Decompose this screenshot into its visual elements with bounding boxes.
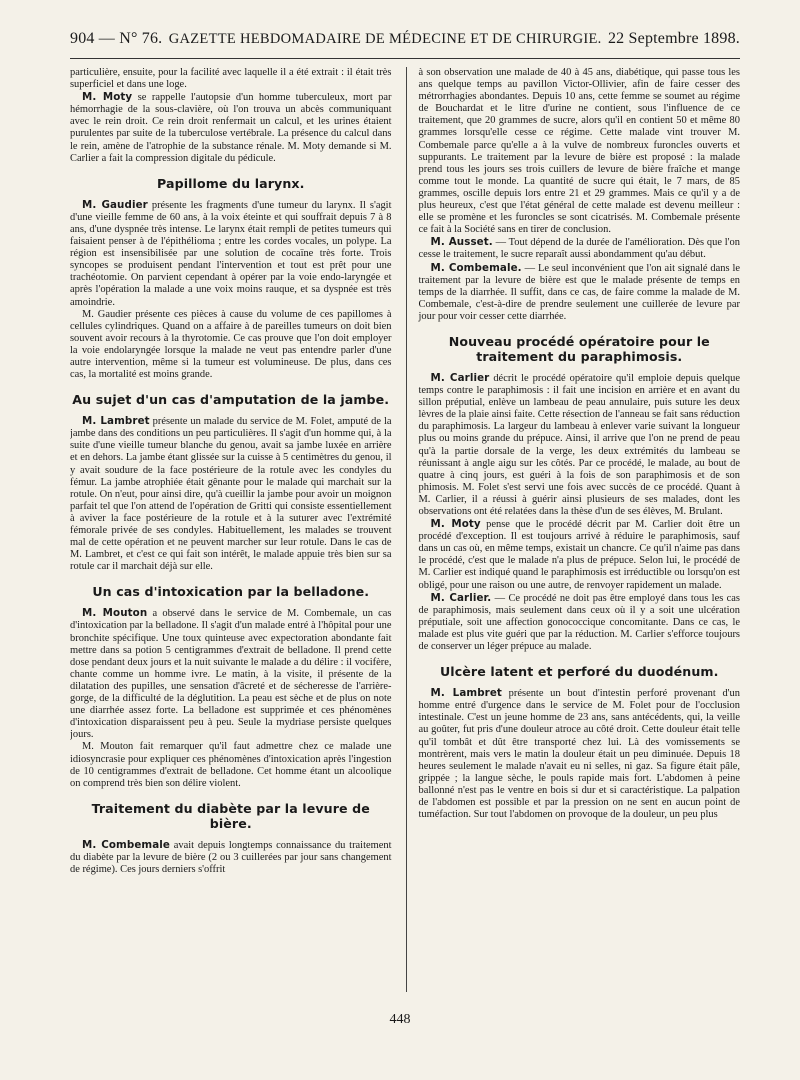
section-heading: Traitement du diabète par la levure de bière. bbox=[91, 800, 370, 831]
issue-date: 22 Septembre 1898. bbox=[607, 30, 740, 47]
paragraph: particulière, ensuite, pour la facilité avec laquelle il a été extrait : il était très superficiel et dans une loge. bbox=[70, 67, 392, 91]
paragraph bbox=[419, 592, 741, 653]
paragraph bbox=[419, 236, 741, 261]
paragraph-text: avait depuis longtemps connaissance du traitement du diabète par la levure de bière (2 ou 3 cuillerées par jour sans changement de régime). Ces jours derniers s'offrit bbox=[70, 839, 392, 875]
section-heading: Ulcère latent et perforé du duodénum. bbox=[439, 664, 719, 680]
speaker-name: M. Ausset. bbox=[430, 236, 493, 249]
paragraph bbox=[70, 91, 392, 165]
paragraph: à son observation une malade de 40 à 45 ans, diabétique, qui passe tous les ans quelque temps au pavillon Victor-Ollivier, afin de faire cesser des métrorrhagies abondantes. Depuis 10 ans, cette femme se soumet au régime de Bouchardat et le litre d'urine ne contient, sous l'influence de ce traitement, que 20 grammes de sucre, alors qu'il en contient 50 et même 80 grammes lorsqu'elle cesse ce régime. Cette malade vint trouver M. Combemale parce qu'elle a à la vulve de nombreux furoncles ouverts et suppurants. Le traitement par la levure de bière est proposé : la malade prend tous les jours ses trois cuillers de levure de bière fraîche et mange comme tout le monde. La quantité de sucre qui était, le 7 mars, de 85 grammes, oscille depuis lors entre 21 et 29 grammes. Mais ce qu'il y a de plus heureux, c'est que l'état général de cette malade est devenu meilleur : elle se promène et les furoncles se sont cicatrisés. M. Combemale présente ce fait à la Société sans en tirer de conclusion. bbox=[418, 67, 740, 236]
speaker-name: M. Carlier bbox=[430, 371, 490, 384]
paragraph-text: présente un malade du service de M. Folet, amputé de la jambe dans des conditions un peu particulières. Il s'agit d'un homme qui, à la suite d'une vieille tumeur blanche du genou, avait sa jambe luxée en arrière et en dehors. La jambe étant glissée sur la cuisse à 5 centimètres du genou, il y avait soudure de la face postérieure de la rotule avec les condyles du fémur. La jambe atrophiée était gênante pour le malade qui marchait sur la rotule. On n'eut, pour ainsi dire, qu'à cueillir la jambe pour avoir un moignon parfait tel que l'on attend de l'opération de Gritti qui consiste essentiellement à aviver la face postérieure de la rotule et à la suturer avec l'extrémité fémorale privée de ses condyles. Habituellement, les malades se trouvent mal de cette opération et ne peuvent marcher sur leur rotule. Dans le cas de M. Lambret, et c'est ce qui fait son intérêt, le malade appuie très bien sur sa rotule car il marchait déjà sur elle. bbox=[70, 416, 392, 573]
paragraph bbox=[70, 415, 392, 573]
speaker-name: M. Moty bbox=[430, 518, 481, 531]
left-column bbox=[70, 67, 392, 992]
paragraph bbox=[70, 199, 392, 309]
paragraph bbox=[70, 839, 392, 876]
paragraph-text: — Le seul inconvénient que l'on ait signalé dans le traitement par la levure de bière est que le malade présente de temps en temps de la diarrhée. Il suffit, dans ce cas, de faire comme la malade de M. Combemale, c'est-à-dire de prendre seulement une cuillerée de levure par jour pour voir cesser cette diarrhée. bbox=[418, 262, 740, 322]
page-number: 448 bbox=[389, 1012, 411, 1027]
paragraph-text: se rappelle l'autopsie d'un homme tuberculeux, mort par hémorrhagie de la sous-clavière, où l'on trouva un abcès communiquant avec le rein droit. Ce rein droit renfermait un calcul, et les urines étaient purulentes par suite de la tuberculose vertébrale. La présence du calcul dans le rein, amène de l'atrophie de la substance rénale. M. Moty demande si M. Carlier a fait la compression digitale du pédicule. bbox=[70, 92, 392, 164]
speaker-name: M. Lambret bbox=[82, 415, 150, 428]
text-columns bbox=[70, 67, 740, 992]
running-head bbox=[70, 30, 740, 59]
paragraph-text: présente les fragments d'une tumeur du larynx. Il s'agit d'une vieille femme de 60 ans, à la voix éteinte et qui souffrait depuis 7 à 8 ans, d'une dyspnée très intense. Le larynx était rempli de petites tumeurs qui faisaient penser à de l'épithélioma ; entre les cordes vocales, un polype. La région est insensibilisée par une solution de cocaïne très forte. Trois syncopes se produisent pendant l'intervention et tout est prêt pour une trachéotomie. On parvient cependant à opérer par la voie endo-laryngée et après l'opération la malade a une voix moins rauque, et sa dyspnée est très amoindrie. bbox=[70, 199, 392, 308]
section-heading: Nouveau procédé opératoire pour le traitement du paraphimosis. bbox=[448, 333, 710, 364]
speaker-name: M. Mouton bbox=[82, 607, 148, 620]
speaker-name: M. Carlier. bbox=[430, 591, 492, 604]
paragraph bbox=[419, 518, 741, 592]
paragraph-text: pense que le procédé décrit par M. Carlier doit être un procédé d'exception. Il est toujours arrivé à réduire le paraphimosis, sauf dans un cas où, en même temps, existait un chancre. Ce qu'il n'aime pas dans le procédé, c'est que le malade n'a plus de prépuce. Selon lui, le procédé de M. Carlier est indiqué quand le paraphimosis est irréductible ou lorsqu'on est obligé, pour une raison ou une autre, de renvoyer rapidement un malade. bbox=[418, 519, 740, 591]
paragraph-text: présente un bout d'intestin perforé provenant d'un homme entré d'urgence dans le service de M. Folet pour de l'occlusion intestinale. C'est un jeune homme de 23 ans, sans antécédents, qui, la veille au goûter, fut pris d'une douleur atroce au côté droit. Cette douleur était telle qu'il tombât et dût être transporté chez lui. Là des vomissements se montrèrent, mais vers le matin la douleur était un peu diminuée. Depuis 18 heures seulement le malade n'avait eu ni selles, ni gaz. Sa figure était pâle, grippée ; la langue sèche, le pouls rapide mais fort. L'abdomen à peine ballonné n'est pas le ventre en bois si dur et si caractéristique. La palpation de l'abdomen est possible et par la pression on ne sent en aucun point de tuméfaction. Sur tout l'abdomen on provoque de la douleur, un peu plus bbox=[418, 688, 740, 821]
paragraph-text: décrit le procédé opératoire qu'il emploie depuis quelque temps contre le paraphimosis : il fait une incision en arrière et en avant du sillon préputial, enlève un lambeau de peau annulaire, puis suture les deux lèvres de la plaie ainsi faite. Cette résection de l'anneau se fait sans réduction du paraphimosis. La largeur du lambeau à enlever varie suivant la longueur plus ou moins grande du prépuce. Ainsi, il arrive que l'on ne prend de peau qu'à la partie dorsale de la verge, les deux extrémités du lambeau se réunissant à angle aigu sur les côtés. Par ce procédé, le malade, au bout de quatre à cinq jours, est guéri à la fois de son paraphimosis et de son phimosis. M. Folet s'est servi une fois avec succès de ce procédé. Quant à M. Carlier, il a réussi à guérir ainsi plusieurs de ses malades, dont les observations ont été relatées dans la thèse d'un de ses élèves, M. Brulant. bbox=[418, 372, 740, 517]
paragraph bbox=[70, 607, 392, 741]
section-heading: Un cas d'intoxication par la belladone. bbox=[92, 584, 370, 600]
journal-title: GAZETTE HEBDOMADAIRE DE MÉDECINE ET DE CHIRURGIE. bbox=[168, 31, 602, 47]
speaker-name: M. Combemale. bbox=[430, 261, 522, 274]
paragraph: M. Mouton fait remarquer qu'il faut admettre chez ce malade une idiosyncrasie pour expliquer ces phénomènes d'intoxication après l'ingestion de 10 centigrammes d'extrait de belladone. Cet homme étant un alcoolique on comprend très bien son délire violent. bbox=[70, 741, 392, 789]
section-heading: Papillome du larynx. bbox=[156, 175, 305, 191]
speaker-name: M. Gaudier bbox=[82, 198, 148, 211]
speaker-name: M. Moty bbox=[82, 91, 133, 104]
paragraph: M. Gaudier présente ces pièces à cause du volume de ces papillomes à cellules cylindriques. Quand on a affaire à de pareilles tumeurs on doit bien souvent avoir recours à la thyrotomie. Ce cas prouve que l'on doit employer la voie endolaryngée lorsque la malade ne veut pas entendre parler d'une autre intervention, même si la tumeur est volumineuse. De plus, dans ces cas, la mortalité est moins grande. bbox=[70, 308, 392, 381]
paragraph-text: a observé dans le service de M. Combemale, un cas d'intoxication par la belladone. Il s'agit d'un malade entré à l'hôpital pour une bronchite spécifique. Une toux quinteuse avec expectoration abondante fait mettre dans sa potion 5 centigrammes d'extrait de belladone. Il prend cette dose pendant deux jours et la nuit suivante le malade a du délire : il vocifère, chante comme un homme ivre. Le matin, à la visite, il présente de la dilatation des pupilles, une sensation d'âcreté et de sécheresse de l'arrière-gorge, de la difficulté de la déglutition. La peau est sèche et de plus on note une diarrhée assez forte. La belladone est supprimée et ces phénomènes d'intoxication disparaissent peu à peu. Seule la mydriase persiste quelques jours. bbox=[70, 608, 392, 741]
paragraph-text: — Ce procédé ne doit pas être employé dans tous les cas de paraphimosis, mais seulement dans ceux où il y a soit une ulcération préputiale, soit une affection gonococcique concomitante. Dans ce cas, le malade est plus vite guéri que par la réduction. M. Carlier s'efforce toujours de conserver un léger prépuce au malade. bbox=[418, 592, 740, 653]
paragraph bbox=[419, 687, 741, 821]
speaker-name: M. Lambret bbox=[430, 687, 502, 700]
paragraph-text: — Tout dépend de la durée de l'amélioration. Dès que l'on cesse le traitement, le sucre reparaît aussi abondamment qu'au début. bbox=[418, 237, 740, 261]
folio-issue: 904 — N° 76. bbox=[70, 30, 163, 47]
speaker-name: M. Combemale bbox=[82, 838, 171, 851]
paragraph bbox=[419, 372, 741, 518]
section-heading: Au sujet d'un cas d'amputation de la jambe. bbox=[72, 392, 390, 408]
paragraph bbox=[419, 262, 741, 323]
right-column bbox=[406, 67, 741, 992]
